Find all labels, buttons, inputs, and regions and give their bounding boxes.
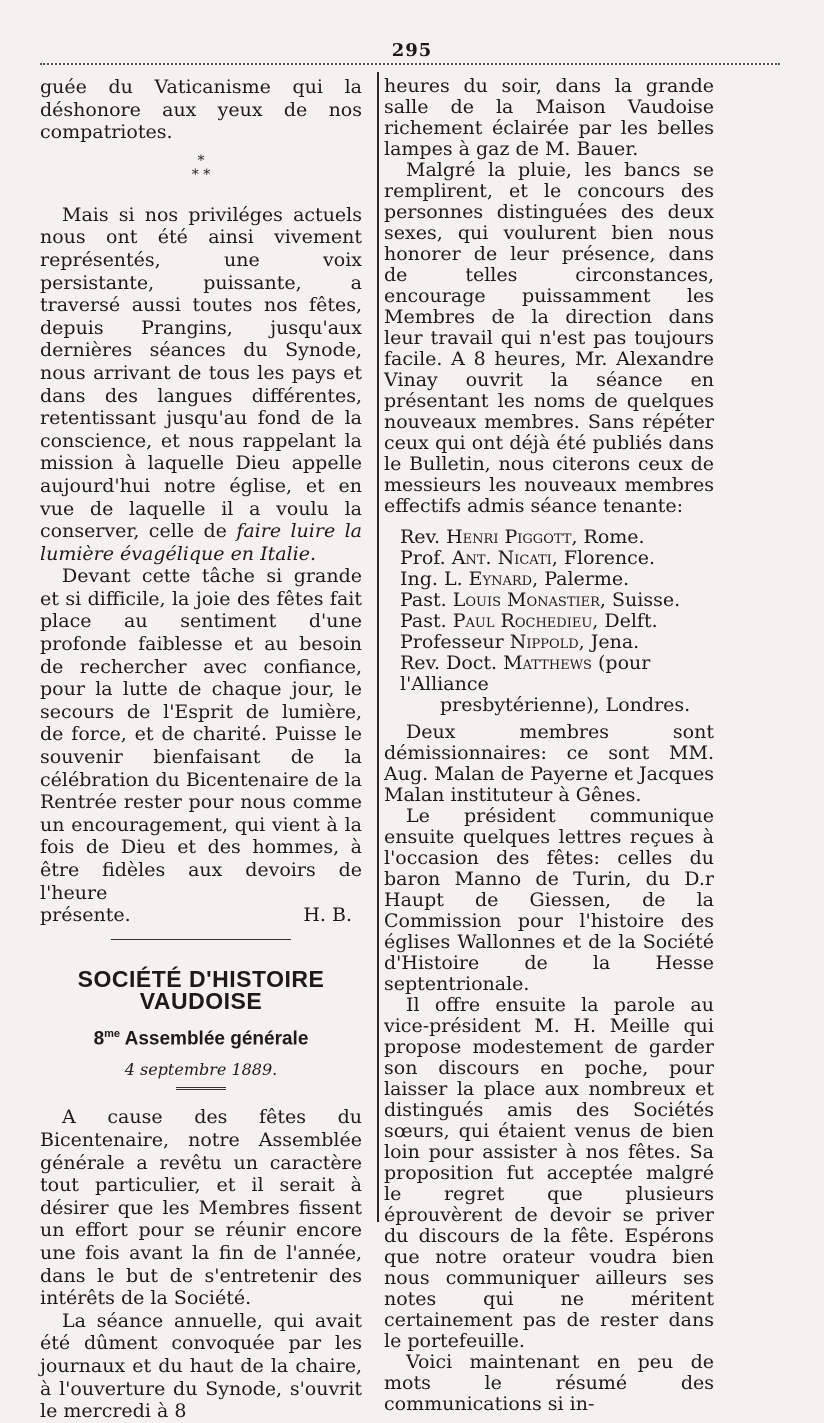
member-name: Henri Piggott: [446, 526, 572, 548]
member-name: Matthews: [503, 652, 592, 674]
paragraph: Deux membres sont démissionnaires: ce sont MM. Aug. Malan de Payerne et Jacques Malan instituteur à Gênes.: [384, 721, 714, 806]
paragraph: Le président communique ensuite quelques lettres reçues à l'occasion des fêtes: celles du baron Manno de Turin, du D.r Haupt de Giessen, de la Commission pour l'histoire des églises Wallonnes et de la Société d'Histoire de la Hesse septentrionale.: [384, 805, 714, 995]
member-entry: [400, 632, 714, 653]
paragraph: heures du soir, dans la grande salle de la Maison Vaudoise richement éclairée par les belles lampes à gaz de M. Bauer.: [384, 75, 714, 160]
member-title: Past.: [400, 610, 453, 632]
member-list: [384, 527, 714, 716]
signature: H. B.: [303, 904, 352, 927]
left-column: [40, 76, 362, 1423]
right-column: [384, 76, 714, 1415]
paragraph: La séance annuelle, qui avait été dûment convoquée par les journaux et du haut de la chaire, à l'ouverture du Synode, s'ouvrit le mercredi à 8: [40, 1309, 362, 1423]
member-name: Paul Rochedieu: [452, 610, 593, 632]
member-place: , Florence.: [551, 547, 656, 569]
member-entry: [400, 548, 714, 569]
paragraph-text: Mais si nos priviléges actuels nous ont été ainsi vivement représentés, une voix persistante, puissante, a traversé aussi toutes nos fêtes, depuis Prangins, jusqu'aux dernières séances du Synode, nous arrivant de tous les pays et dans des langues différentes, retentissant jusqu'au fond de la conscience, et nous rappelant la mission à laquelle Dieu appelle aujourd'hui notre église, et en vue de laquelle il a voulu la conserver, celle de: [40, 203, 362, 543]
member-entry-continuation: presbytérienne), Londres.: [440, 694, 691, 716]
member-name: Ant. Nicati: [451, 547, 552, 569]
member-entry: [400, 611, 714, 632]
subtitle-text: Assemblée générale: [120, 1028, 309, 1050]
member-entry: [400, 653, 714, 695]
paragraph-end: présente.: [40, 904, 131, 927]
member-name: Louis Monastier: [452, 589, 600, 611]
member-title: Rev.: [400, 526, 447, 548]
member-name: L. Eynard: [443, 568, 533, 590]
member-title: Professeur: [400, 631, 510, 653]
signature-line: [40, 904, 362, 927]
section-subtitle: [40, 1023, 362, 1051]
paragraph: Il offre ensuite la parole au vice-président M. H. Meille qui propose modestement de garder son discours en poche, pour laisser la place aux nombreux et distingués amis des Sociétés sœurs, qui étaient venus de bien loin pour assister à nos fêtes. Sa proposition fut acceptée malgré le regret que plusieurs éprouvèrent de devoir se priver du discours de la fête. Espérons que notre orateur voudra bien nous communiquer ailleurs ses notes qui ne méritent certainement pas de rester dans le portefeuille.: [384, 994, 714, 1352]
member-place: (pour l'Alliance: [400, 652, 651, 695]
member-title: Prof.: [400, 547, 452, 569]
column-divider: [377, 72, 379, 1222]
page-number: 295: [391, 40, 433, 61]
member-place: , Palerme.: [532, 568, 630, 590]
member-place: , Suisse.: [599, 589, 681, 611]
subtitle-number: 8: [93, 1028, 105, 1050]
member-place: , Rome.: [571, 526, 645, 548]
member-entry: [400, 569, 714, 590]
member-place: , Delft.: [592, 610, 658, 632]
member-place: , Jena.: [578, 631, 640, 653]
paragraph: [40, 204, 362, 566]
subtitle-superscript: me: [104, 1027, 121, 1040]
double-rule: [176, 1087, 226, 1090]
member-name: Nippold: [509, 631, 579, 653]
asterism: * * *: [191, 152, 211, 183]
paragraph: Devant cette tâche si grande et si difficile, la joie des fêtes fait place au sentiment d'une profonde faiblesse et au besoin de rechercher avec confiance, pour la lutte de chaque jour, le secours de l'Esprit de lumière, de force, et de charité. Puisse le souvenir bienfaisant de la célébration du Bicentenaire de la Rentrée rester pour nous comme un encouragement, qui vient à la fois de Dieu et des hommes, à être fidèles aux devoirs de l'heure: [40, 565, 362, 904]
section-date: 4 septembre 1889.: [124, 1059, 278, 1079]
section-title: SOCIÉTÉ D'HISTOIRE VAUDOISE: [77, 965, 325, 1015]
member-title: Past.: [400, 589, 453, 611]
italic-phrase: faire luire la lumière évagélique en Italie.: [40, 520, 363, 565]
paragraph: Malgré la pluie, les bancs se remplirent, et le concours des personnes distinguées des deux sexes, qui voulurent bien nous honorer de leur présence, dans de telles circonstances, encourage puissamment les Membres de la direction dans leur travail qui n'est pas toujours facile. A 8 heures, Mr. Alexandre Vinay ouvrit la séance en présentant les noms de quelques nouveaux membres. Sans répéter ceux qui ont déjà été publiés dans le Bulletin, nous citerons ceux de messieurs les nouveaux membres effectifs admis séance tenante:: [384, 159, 714, 517]
paragraph: Voici maintenant en peu de mots le résumé des communications si in-: [384, 1351, 714, 1415]
section-divider: [111, 939, 291, 940]
member-title: Rev. Doct.: [400, 652, 504, 674]
member-entry: [400, 590, 714, 611]
paragraph: A cause des fêtes du Bicentenaire, notre Assemblée générale a revêtu un caractère tout particulier, et il serait à désirer que les Membres fissent un effort pour se réunir encore une fois avant la fin de l'année, dans le but de s'entretenir des intérêts de la Société.: [40, 1106, 362, 1310]
member-title: Ing.: [400, 568, 444, 590]
paragraph: guée du Vaticanisme qui la déshonore aux yeux de nos compatriotes.: [40, 76, 362, 144]
header-rule: [40, 63, 780, 65]
member-entry: [400, 527, 714, 548]
